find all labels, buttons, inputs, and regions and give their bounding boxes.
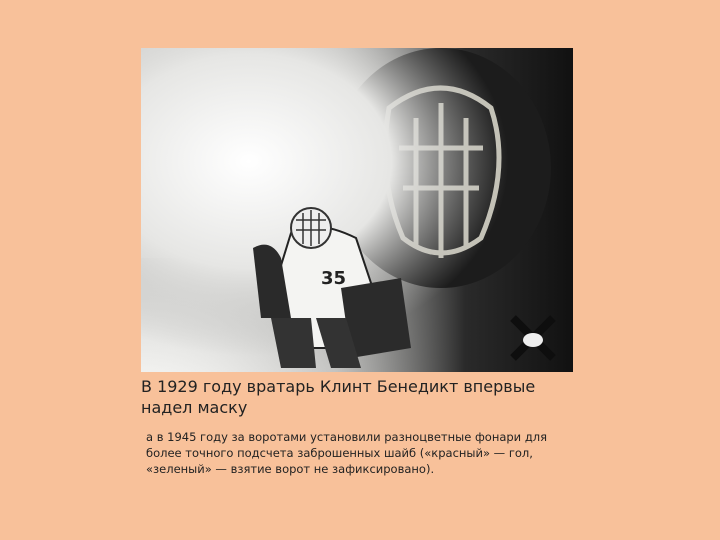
caption-sub: а в 1945 году за воротами установили разноцветные фонари для более точного подсчета заброшенных шайб («красный» — гол, «зеленый» — взятие ворот не зафиксировано).	[146, 430, 548, 476]
hockey-goalie-photo-icon	[141, 48, 573, 372]
svg-text:35: 35	[321, 268, 347, 289]
goalie-photo	[141, 48, 573, 372]
caption-main: В 1929 году вратарь Клинт Бенедикт впервые надел маску	[141, 377, 536, 417]
